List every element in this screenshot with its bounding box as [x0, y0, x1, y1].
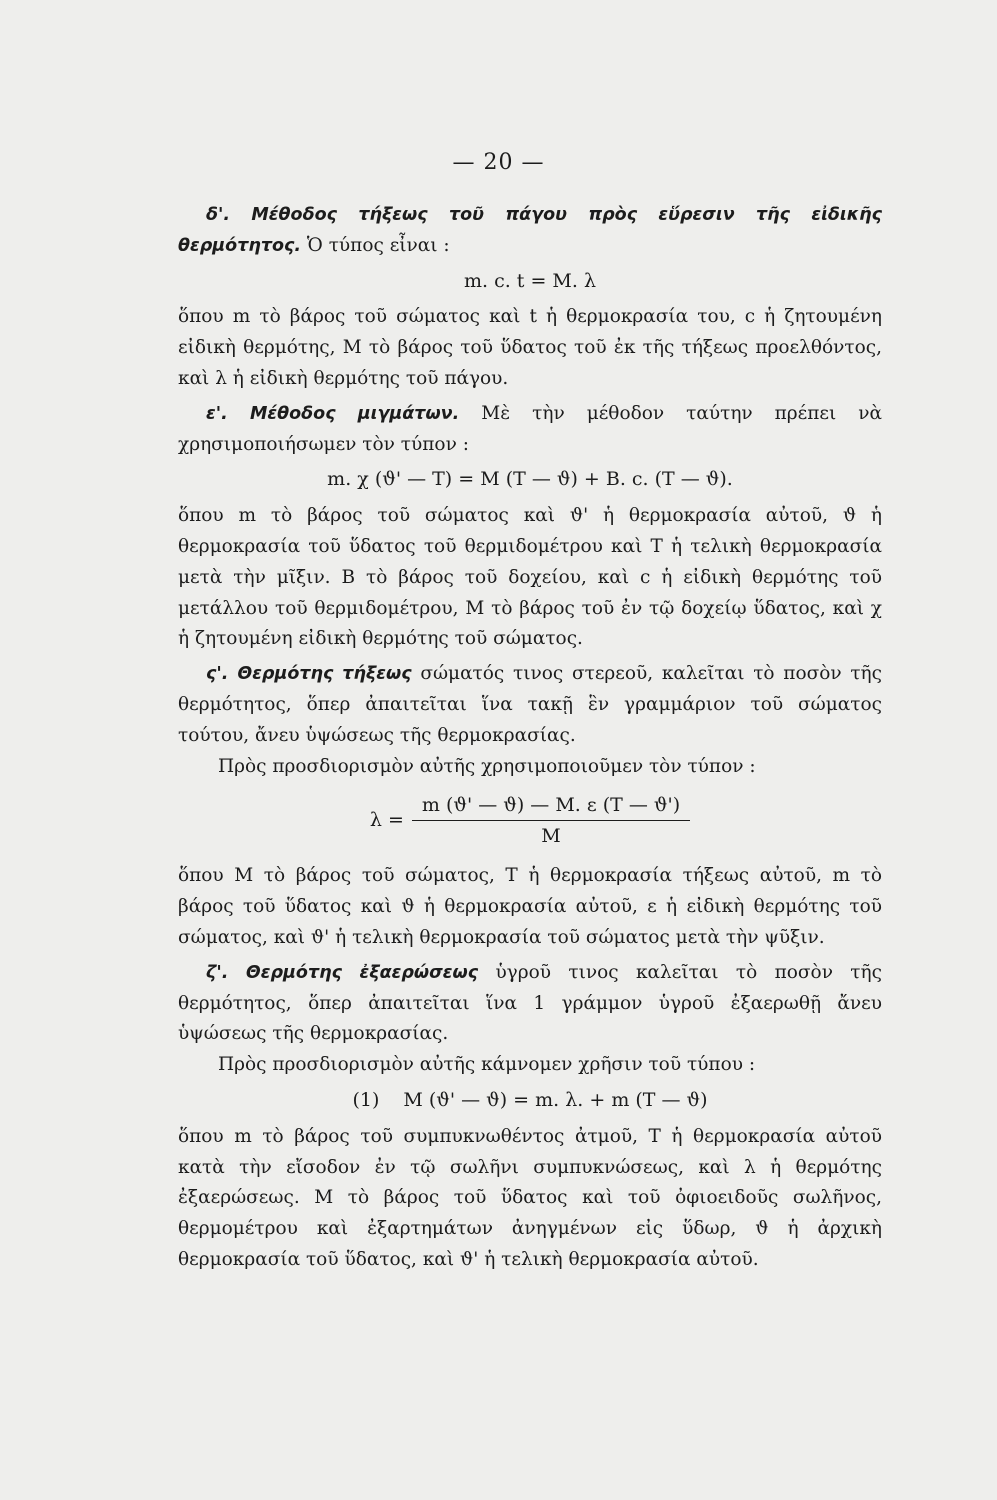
formula-epsilon: m. χ (ϑ' — T) = M (T — ϑ) + B. c. (T — ϑ).: [327, 468, 733, 491]
section-epsilon-paragraph: [178, 399, 882, 461]
section-zeta-paragraph: [178, 958, 882, 1050]
page-body: [178, 200, 882, 1276]
formula-zeta-number: (1): [352, 1088, 380, 1111]
formula-stigma-lhs: λ =: [369, 809, 404, 832]
page-number: — 20 —: [452, 150, 545, 175]
section-stigma-explain: ὅπου M τὸ βάρος τοῦ σώματος, T ἡ θερμοκρασία τήξεως αὐτοῦ, m τὸ βάρος τοῦ ὕδατος καὶ ϑ ἡ θερμοκρασία αὐτοῦ, ε ἡ εἰδικὴ θερμότης τοῦ σώματος, καὶ ϑ' ἡ τελικὴ θερμοκρασία τοῦ σώματος μετὰ τὴν ψῦξιν.: [178, 865, 882, 948]
section-zeta-heading: ζ'. Θερμότης ἐξαερώσεως: [206, 962, 479, 983]
formula-stigma-denominator: M: [541, 825, 561, 848]
formula-delta: m. c. t = M. λ: [463, 269, 597, 292]
section-stigma-text: σώματός τινος στερεοῦ, καλεῖται τὸ ποσὸν τῆς θερμότητος, ὅπερ ἀπαιτεῖται ἵνα τακῇ ἓν γραμμάριον τοῦ σώματος τούτου, ἄνευ ὑψώσεως τῆς θερμοκρασίας.: [178, 663, 882, 746]
section-stigma-intro: Πρὸς προσδιορισμὸν αὐτῆς χρησιμοποιοῦμεν τὸν τύπον :: [218, 755, 756, 777]
section-delta-text: ὅπου m τὸ βάρος τοῦ σώματος καὶ t ἡ θερμοκρασία του, c ἡ ζητουμένη εἰδικὴ θερμότης, M τὸ βάρος τοῦ ὕδατος τοῦ ἐκ τῆς τήξεως προελθόντος, καὶ λ ἡ εἰδικὴ θερμότης τοῦ πάγου.: [178, 306, 882, 389]
section-stigma-heading: ς'. Θερμότης τήξεως: [206, 664, 412, 685]
formula-stigma-numerator: m (ϑ' — ϑ) — M. ε (T — ϑ'): [412, 792, 690, 821]
section-delta-paragraph: [178, 200, 882, 262]
formula-zeta: [178, 1085, 882, 1116]
section-stigma-paragraph: [178, 659, 882, 751]
section-zeta-explain: ὅπου m τὸ βάρος τοῦ συμπυκνωθέντος ἀτμοῦ, T ἡ θερμοκρασία αὐτοῦ κατὰ τὴν εἴσοδον ἐν τῷ σωλῆνι συμπυκνώσεως, καὶ λ ἡ θερμότης ἐξαερώσεως. M τὸ βάρος τοῦ ὕδατος καὶ τοῦ ὀφιοειδοῦς σωλῆνος, θερμομέτρου καὶ ἐξαρτημάτων ἀνηγμένων εἰς ὕδωρ, ϑ ἡ ἀρχικὴ θερμοκρασία τοῦ ὕδατος, καὶ ϑ' ἡ τελικὴ θερμοκρασία αὐτοῦ.: [178, 1125, 882, 1270]
formula-zeta-body: M (ϑ' — ϑ) = m. λ. + m (T — ϑ): [403, 1088, 708, 1111]
formula-stigma: [178, 792, 882, 849]
section-delta-heading: δ'. Μέθοδος τήξεως τοῦ πάγου πρὸς εὕρεσιν τῆς εἰδικῆς θερμότητος.: [178, 205, 882, 256]
section-epsilon-text: ὅπου m τὸ βάρος τοῦ σώματος καὶ ϑ' ἡ θερμοκρασία αὐτοῦ, ϑ ἡ θερμοκρασία τοῦ ὕδατος τοῦ θερμιδομέτρου καὶ T ἡ τελικὴ θερμοκρασία μετὰ τὴν μῖξιν. B τὸ βάρος τοῦ δοχείου, καὶ c ἡ εἰδικὴ θερμότης τοῦ μετάλλου τοῦ θερμιδομέτρου, M τὸ βάρος τοῦ ἐν τῷ δοχείῳ ὕδατος, καὶ χ ἡ ζητουμένη εἰδικὴ θερμότης τοῦ σώματος.: [178, 505, 882, 650]
section-delta-intro: Ὁ τύπος εἶναι :: [306, 234, 450, 256]
section-zeta-text: ὑγροῦ τινος καλεῖται τὸ ποσὸν τῆς θερμότητος, ὅπερ ἀπαιτεῖται ἵνα 1 γράμμον ὑγροῦ ἐξαερωθῇ ἄνευ ὑψώσεως τῆς θερμοκρασίας.: [178, 961, 882, 1045]
section-epsilon-heading: ε'. Μέθοδος μιγμάτων.: [206, 403, 460, 424]
formula-stigma-fraction: [412, 792, 690, 849]
section-epsilon-intro: Μὲ τὴν μέθοδον ταύτην πρέπει νὰ χρησιμοποιήσωμεν τὸν τύπον :: [178, 402, 882, 455]
section-zeta-intro: Πρὸς προσδιορισμὸν αὐτῆς κάμνομεν χρῆσιν τοῦ τύπου :: [218, 1054, 756, 1076]
